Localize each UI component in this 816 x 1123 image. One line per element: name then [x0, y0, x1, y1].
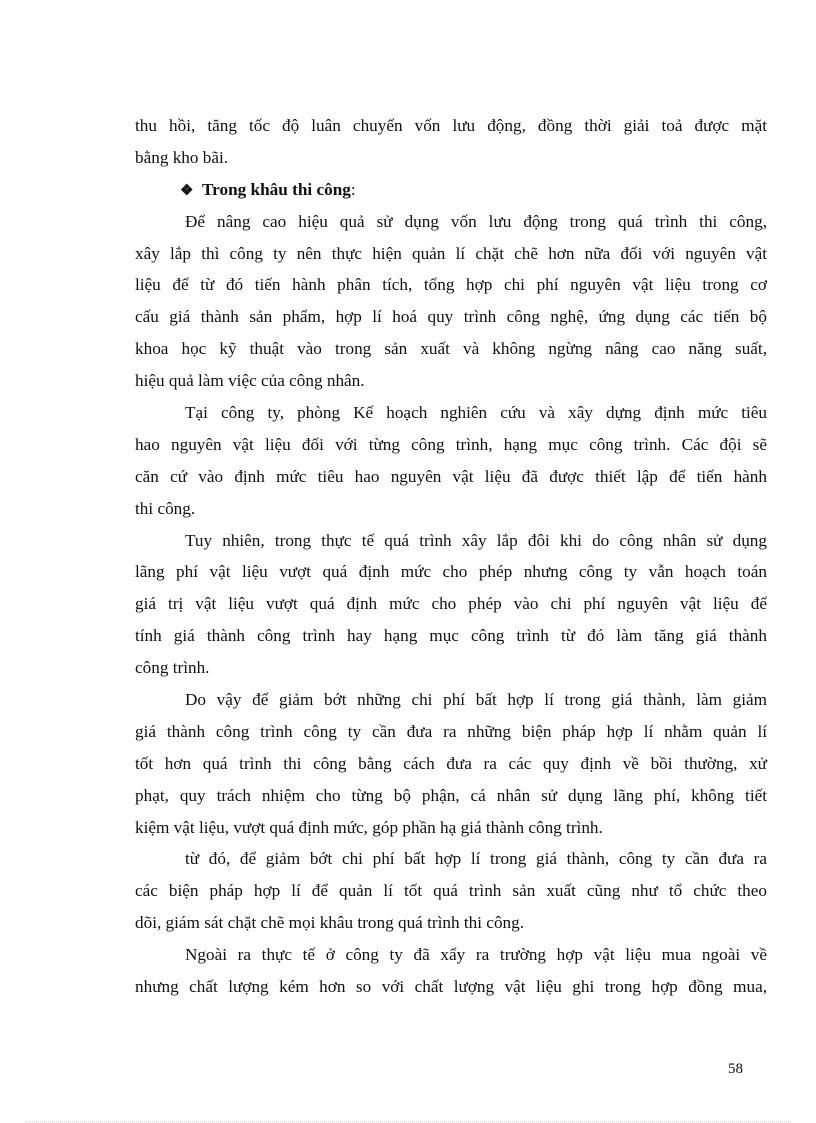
text-line: lãng phí vật liệu vượt quá định mức cho phép nhưng công ty vẫn hoạch toán [135, 562, 767, 582]
text-line: Để nâng cao hiệu quả sử dụng vốn lưu động trong quá trình thi công, [185, 211, 767, 231]
text-line: giá trị vật liệu vượt quá định mức cho phép vào chi phí nguyên vật liệu để [135, 594, 767, 614]
text-line: xây lắp thì công ty nên thực hiện quản lí chặt chẽ hơn nữa đối với nguyên vật [135, 243, 767, 263]
text-line: thu hồi, tăng tốc độ luân chuyển vốn lưu động, đồng thời giải toả được mặt [135, 116, 767, 135]
page-number: 58 [728, 1061, 743, 1077]
text-line: kiệm vật liệu, vượt quá định mức, góp phần hạ giá thành công trình. [135, 817, 603, 837]
text-line: giá thành công trình công ty cần đưa ra những biện pháp hợp lí nhằm quản lí [135, 721, 767, 741]
text-line: tính giá thành công trình hay hạng mục công trình từ đó làm tăng giá thành [135, 626, 767, 646]
text-line: dõi, giám sát chặt chẽ mọi khâu trong quá trình thi công. [135, 913, 525, 933]
body-text [135, 110, 767, 1003]
text-line: từ đó, để giảm bớt chi phí bất hợp lí trong giá thành, công ty cần đưa ra [185, 849, 767, 869]
text-line: các biện pháp hợp lí để quản lí tốt quá trình sản xuất cũng như tổ chức theo [135, 881, 767, 901]
footer-divider [25, 1121, 791, 1122]
text-line: khoa học kỹ thuật vào trong sản xuất và không ngừng nâng cao năng suất, [135, 339, 767, 359]
text-line: thi công. [135, 498, 196, 518]
text-line: hao nguyên vật liệu đối với từng công trình, hạng mục công trình. Các đội sẽ [135, 434, 767, 454]
text-line: tốt hơn quá trình thi công bằng cách đưa ra các quy định về bồi thường, xử [135, 753, 767, 773]
text-line: phạt, quy trách nhiệm cho từng bộ phận, cá nhân sử dụng lãng phí, không tiết [135, 785, 767, 805]
text-line: bằng kho bãi. [135, 147, 229, 167]
text-line: liệu để từ đó tiến hành phân tích, tổng hợp chi phí nguyên vật liệu trong cơ [135, 275, 767, 295]
section-heading-label: Trong khâu thi công [202, 179, 351, 199]
section-heading [135, 174, 767, 206]
text-line: căn cứ vào định mức tiêu hao nguyên vật liệu đã được thiết lập để tiến hành [135, 466, 767, 486]
text-line: Do vậy để giảm bớt những chi phí bất hợp lí trong giá thành, làm giảm [185, 690, 767, 710]
text-line: Tại công ty, phòng Kế hoạch nghiên cứu và xây dựng định mức tiêu [185, 403, 767, 423]
text-line: hiệu quả làm việc của công nhân. [135, 371, 365, 391]
text-line: Ngoài ra thực tế ở công ty đã xẩy ra trường hợp vật liệu mua ngoài về [185, 945, 767, 965]
text-line: cấu giá thành sản phẩm, hợp lí hoá quy trình công nghệ, ứng dụng các tiến bộ [135, 307, 767, 327]
section-heading-colon: : [350, 179, 356, 199]
text-line: công trình. [135, 658, 210, 678]
diamond-bullet-icon: ❖ [180, 182, 194, 199]
text-line: Tuy nhiên, trong thực tế quá trình xây lắp đôi khi do công nhân sử dụng [185, 530, 767, 550]
text-line: nhưng chất lượng kém hơn so với chất lượng vật liệu ghi trong hợp đồng mua, [135, 977, 767, 997]
